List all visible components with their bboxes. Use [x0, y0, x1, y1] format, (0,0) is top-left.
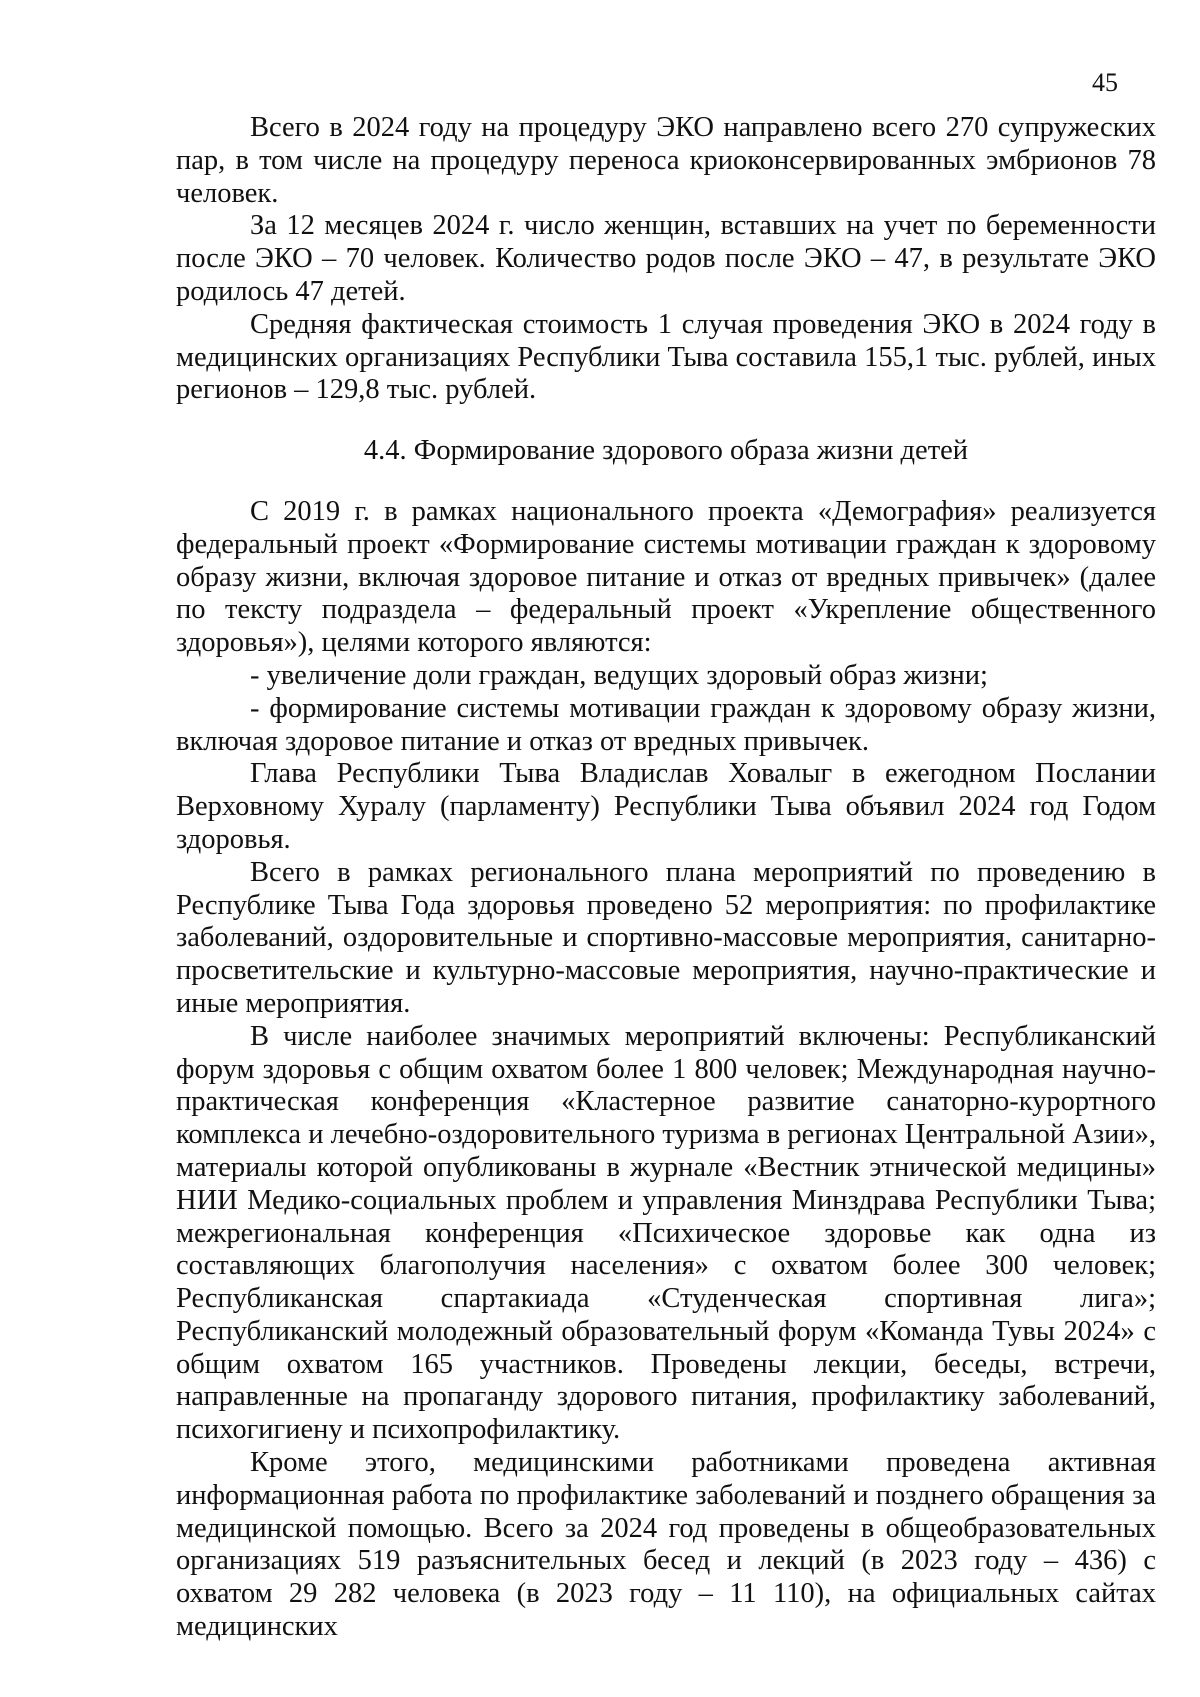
- paragraph-eco-cost: Средняя фактическая стоимость 1 случая проведения ЭКО в 2024 году в медицинских организациях Республики Тыва составила 155,1 тыс. рублей, иных регионов – 129,8 тыс. рублей.: [176, 308, 1156, 406]
- page-number: 45: [1092, 68, 1118, 97]
- list-item-goal-2: - формирование системы мотивации граждан к здоровому образу жизни, включая здоровое питание и отказ от вредных привычек.: [176, 692, 1156, 757]
- section-heading: 4.4. Формирование здорового образа жизни детей: [363, 435, 969, 467]
- paragraph-key-events: В числе наиболее значимых мероприятий включены: Республиканский форум здоровья с общим охватом более 1 800 человек; Международная научно-практическая конференция «Кластерное развитие санаторно-курортного комплекса и лечебно-оздоровительного туризма в регионах Центральной Азии», материалы которой опубликованы в журнале «Вестник этнической медицины» НИИ Медико-социальных проблем и управления Минздрава Республики Тыва; межрегиональная конференция «Психическое здоровье как одна из составляющих благополучия населения» с охватом более 300 человек; Республиканская спартакиада «Студенческая спортивная лига»; Республиканский молодежный образовательный форум «Команда Тувы 2024» с общим охватом 165 участников. Проведены лекции, беседы, встречи, направленные на пропаганду здорового питания, профилактику заболеваний, психогигиену и психопрофилактику.: [176, 1020, 1156, 1446]
- paragraph-eco-pregnancies: За 12 месяцев 2024 г. число женщин, вставших на учет по беременности после ЭКО – 70 человек. Количество родов после ЭКО – 47, в результате ЭКО родилось 47 детей.: [176, 210, 1156, 307]
- paragraph-year-of-health: Глава Республики Тыва Владислав Ховалыг в ежегодном Послании Верховному Хуралу (парламенту) Республики Тыва объявил 2024 год Годом здоровья.: [176, 758, 1156, 855]
- paragraph-federal-project: С 2019 г. в рамках национального проекта «Демография» реализуется федеральный проект «Формирование системы мотивации граждан к здоровому образу жизни, включая здоровое питание и отказ от вредных привычек» (далее по тексту подраздела – федеральный проект «Укрепление общественного здоровья»), целями которого являются:: [176, 495, 1156, 659]
- paragraph-regional-plan: Всего в рамках регионального плана мероприятий по проведению в Республике Тыва Года здоровья проведено 52 мероприятия: по профилактике заболеваний, оздоровительные и спортивно-массовые мероприятия, санитарно-просветительские и культурно-массовые мероприятия, научно-практические и иные мероприятия.: [176, 856, 1156, 1019]
- list-item-goal-1: - увеличение доли граждан, ведущих здоровый образ жизни;: [250, 659, 988, 691]
- document-body: [176, 112, 1156, 1644]
- paragraph-eco-procedures: Всего в 2024 году на процедуру ЭКО направлено всего 270 супружеских пар, в том числе на процедуру переноса криоконсервированных эмбрионов 78 человек.: [176, 112, 1156, 209]
- paragraph-information-work: Кроме этого, медицинскими работниками проведена активная информационная работа по профилактике заболеваний и позднего обращения за медицинской помощью. Всего за 2024 год проведены в общеобразовательных организациях 519 разъяснительных бесед и лекций (в 2023 году – 436) с охватом 29 282 человека (в 2023 году – 11 110), на официальных сайтах медицинских: [176, 1447, 1156, 1643]
